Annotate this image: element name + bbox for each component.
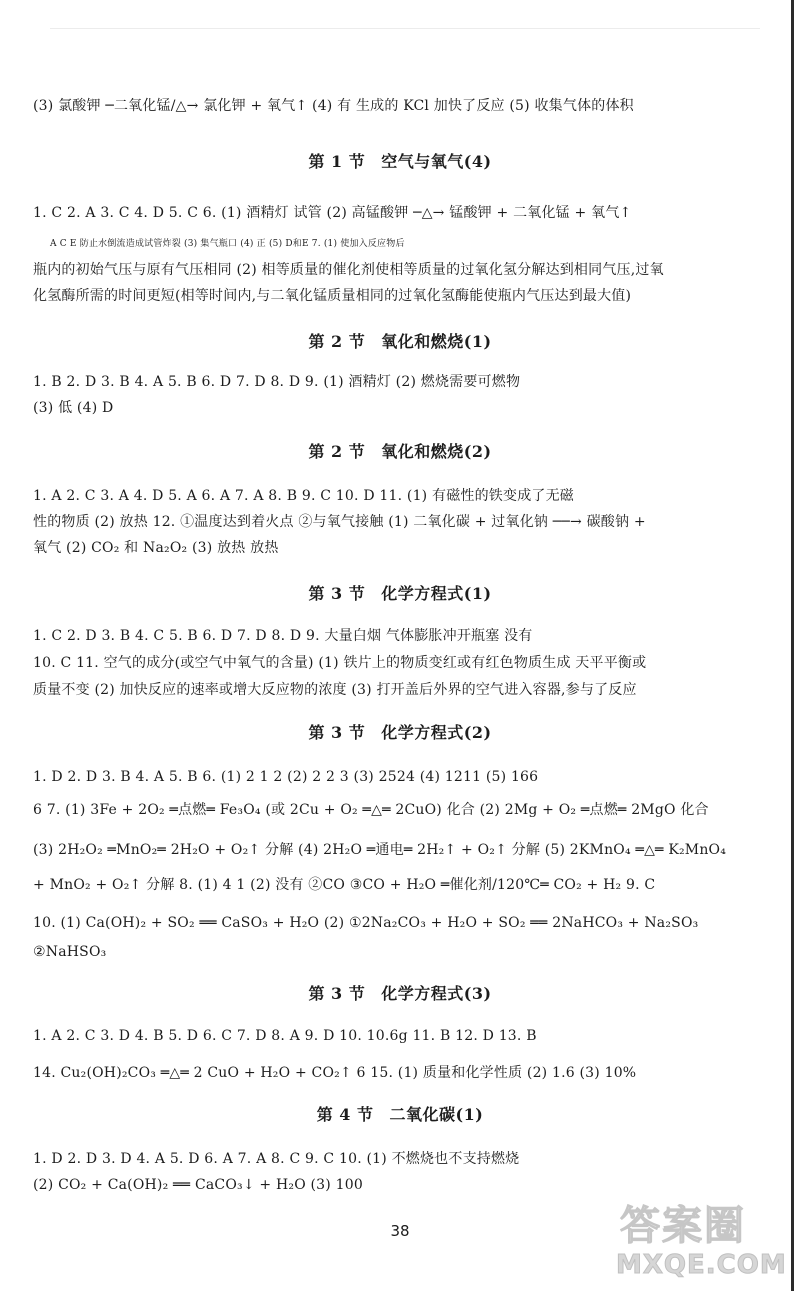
answer-line: 10. (1) Ca(OH)₂ + SO₂ ══ CaSO₃ + H₂O (2) ①2Na₂CO₃ + H₂O + SO₂ ══ 2NaHCO₃ + Na₂SO₃ [33,915,699,931]
section-title: 氧化和燃烧(1) [381,332,492,351]
section-number: 第 3 节 [308,584,366,603]
answer-line: 氧气 (2) CO₂ 和 Na₂O₂ (3) 放热 放热 [33,540,279,556]
answer-line: 10. C 11. 空气的成分(或空气中氧气的含量) (1) 铁片上的物质变红或有红色物质生成 天平平衡或 [33,655,647,671]
section-heading [0,441,800,463]
section-title: 化学方程式(1) [381,584,492,603]
top-divider [50,28,760,29]
section-number: 第 2 节 [308,332,366,351]
section-number: 第 2 节 [308,442,366,461]
watermark-logo [612,1188,792,1288]
watermark-url: MXQE.COM [616,1250,787,1280]
answer-line: 质量不变 (2) 加快反应的速率或增大反应物的浓度 (3) 打开盖后外界的空气进入容器,参与了反应 [33,682,637,698]
page-number: 38 [390,1222,410,1240]
section-heading [0,331,800,353]
answer-line: A C E 防止水倒流造成试管炸裂 (3) 集气瓶口 (4) 正 (5) D和E 7. (1) 使加入反应物后 [50,239,405,249]
answer-line: 瓶内的初始气压与原有气压相同 (2) 相等质量的催化剂使相等质量的过氧化氢分解达到相同气压,过氧 [33,262,664,278]
answer-line: 1. A 2. C 3. D 4. B 5. D 6. C 7. D 8. A 9. D 10. 10.6g 11. B 12. D 13. B [33,1028,537,1044]
section-number: 第 1 节 [308,152,366,171]
answer-line: 1. C 2. D 3. B 4. C 5. B 6. D 7. D 8. D 9. 大量白烟 气体膨胀冲开瓶塞 没有 [33,628,533,644]
answer-line: 6 7. (1) 3Fe + 2O₂ ═点燃═ Fe₃O₄ (或 2Cu + O₂ ═△═ 2CuO) 化合 (2) 2Mg + O₂ ═点燃═ 2MgO 化合 [33,802,709,818]
answer-line: 1. C 2. A 3. C 4. D 5. C 6. (1) 酒精灯 试管 (2) 高锰酸钾 ─△→ 锰酸钾 + 二氧化锰 + 氧气↑ [33,205,632,221]
answer-line: 14. Cu₂(OH)₂CO₃ ═△═ 2 CuO + H₂O + CO₂↑ 6 15. (1) 质量和化学性质 (2) 1.6 (3) 10% [33,1065,637,1081]
section-number: 第 3 节 [308,984,366,1003]
section-heading [0,983,800,1005]
section-number: 第 4 节 [316,1105,374,1124]
answer-line: (2) CO₂ + Ca(OH)₂ ══ CaCO₃↓ + H₂O (3) 100 [33,1177,363,1193]
section-title: 二氧化碳(1) [389,1105,484,1124]
section-title: 化学方程式(3) [381,984,492,1003]
answer-line: (3) 2H₂O₂ ═MnO₂═ 2H₂O + O₂↑ 分解 (4) 2H₂O ═通电═ 2H₂↑ + O₂↑ 分解 (5) 2KMnO₄ ═△═ K₂MnO₄ [33,842,727,858]
answer-line: + MnO₂ + O₂↑ 分解 8. (1) 4 1 (2) 没有 ②CO ③CO + H₂O ═催化剂/120℃═ CO₂ + H₂ 9. C [33,877,656,893]
answer-line: 化氢酶所需的时间更短(相等时间内,与二氧化锰质量相同的过氧化氢酶能使瓶内气压达到最大值) [33,288,632,304]
page-edge-shadow [791,0,794,1291]
section-title: 空气与氧气(4) [381,152,492,171]
answer-line: 1. D 2. D 3. B 4. A 5. B 6. (1) 2 1 2 (2) 2 2 3 (3) 2524 (4) 1211 (5) 166 [33,769,539,785]
answer-line: 1. D 2. D 3. D 4. A 5. D 6. A 7. A 8. C 9. C 10. (1) 不燃烧也不支持燃烧 [33,1151,520,1167]
section-heading [0,1104,800,1126]
answer-line: ②NaHSO₃ [33,944,107,960]
watermark-text: 答案圈 [620,1203,746,1249]
section-heading [0,151,800,173]
section-number: 第 3 节 [308,723,366,742]
answer-line: 1. A 2. C 3. A 4. D 5. A 6. A 7. A 8. B 9. C 10. D 11. (1) 有磁性的铁变成了无磁 [33,488,574,504]
section-heading [0,583,800,605]
section-heading [0,722,800,744]
answer-line: 1. B 2. D 3. B 4. A 5. B 6. D 7. D 8. D 9. (1) 酒精灯 (2) 燃烧需要可燃物 [33,374,521,390]
answer-line: 性的物质 (2) 放热 12. ①温度达到着火点 ②与氧气接触 (1) 二氧化碳 + 过氧化钠 ──→ 碳酸钠 + [33,514,646,530]
section-title: 氧化和燃烧(2) [381,442,492,461]
section-title: 化学方程式(2) [381,723,492,742]
answer-line: (3) 低 (4) D [33,400,114,416]
answer-line: (3) 氯酸钾 ─二氧化锰/△→ 氯化钾 + 氧气↑ (4) 有 生成的 KCl 加快了反应 (5) 收集气体的体积 [33,98,634,114]
